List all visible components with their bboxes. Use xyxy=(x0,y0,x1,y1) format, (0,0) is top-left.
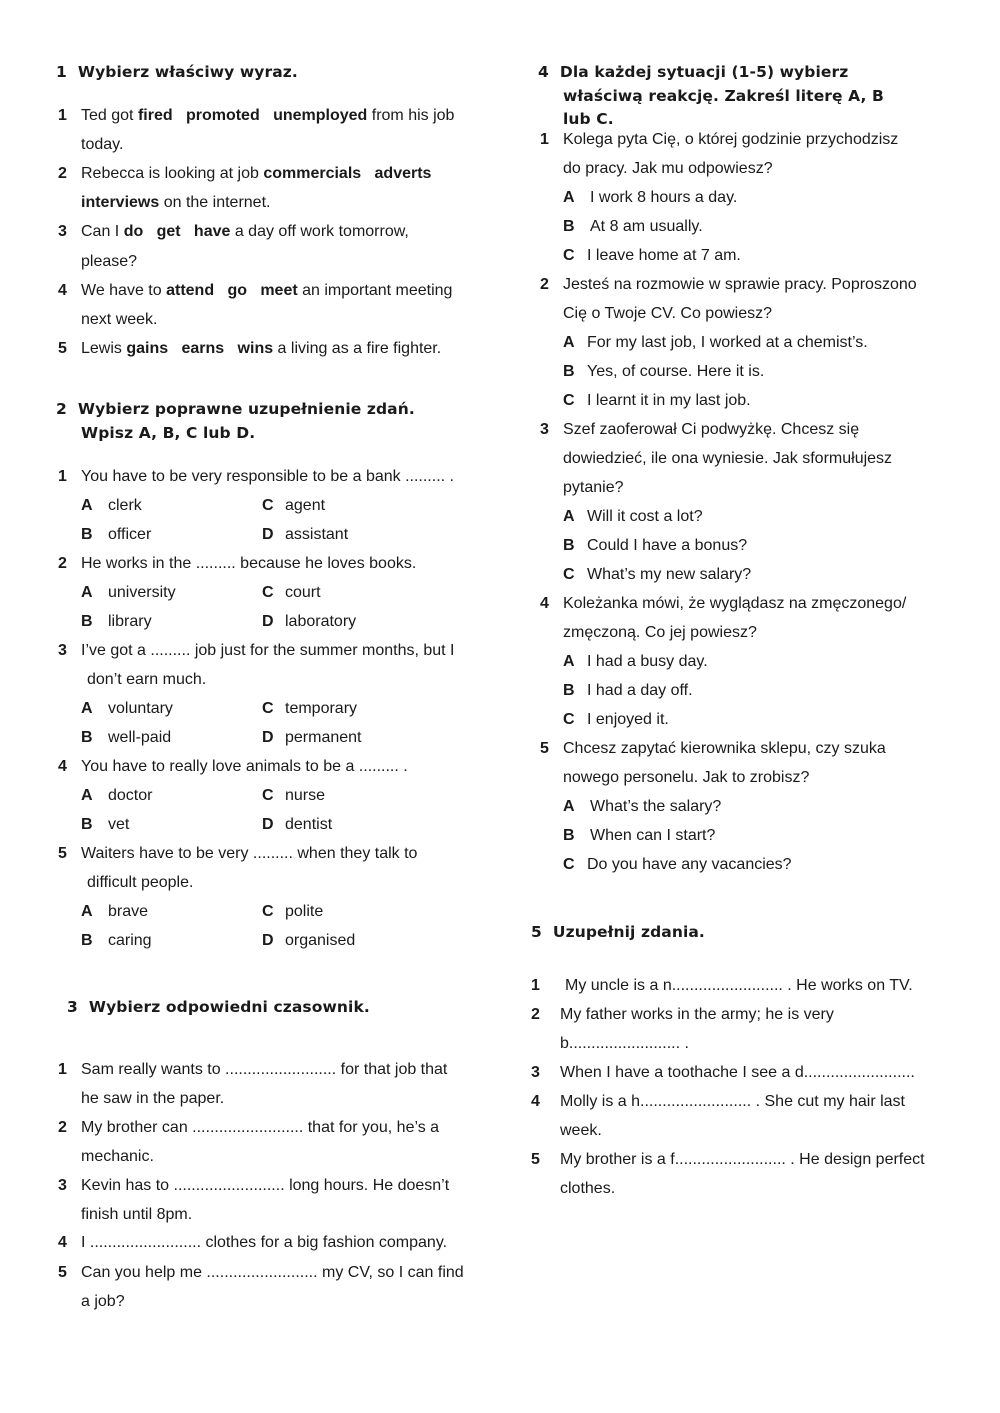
question-text: Lewis gains earns wins a living as a fire fighter. xyxy=(81,340,442,357)
question-text: Molly is a h......................... . She cut my hair last xyxy=(560,1093,905,1110)
option-text[interactable]: officer xyxy=(108,526,152,543)
option-letter: B xyxy=(563,682,575,699)
question-text-cont: zmęczoną. Co jej powiesz? xyxy=(563,624,757,641)
option-text[interactable]: laboratory xyxy=(285,613,357,630)
option-word[interactable]: adverts xyxy=(374,165,432,182)
option-letter: C xyxy=(563,856,575,873)
question-number: 4 xyxy=(58,758,67,775)
question-number: 5 xyxy=(540,740,549,757)
question-number: 3 xyxy=(58,223,67,240)
section-2-heading xyxy=(56,400,415,418)
question-text: He works in the ......... because he loves books. xyxy=(81,555,417,572)
section-title: Wybierz poprawne uzupełnienie zdań. xyxy=(77,400,415,418)
option-text[interactable]: organised xyxy=(285,932,356,949)
question-number: 5 xyxy=(58,845,67,862)
option-text[interactable]: I leave home at 7 am. xyxy=(587,247,741,264)
option-letter: B xyxy=(563,537,575,554)
section-title-line-3: lub C. xyxy=(563,110,614,128)
option-text[interactable]: brave xyxy=(108,903,149,920)
option-letter: A xyxy=(81,584,93,601)
question-text-cont: interviews on the internet. xyxy=(81,194,271,211)
option-letter: B xyxy=(81,932,93,949)
question-text: You have to really love animals to be a ......... . xyxy=(81,758,408,775)
option-text[interactable]: I had a day off. xyxy=(587,682,693,699)
question-number: 2 xyxy=(531,1006,540,1023)
option-word[interactable]: do xyxy=(123,223,144,240)
option-text[interactable]: What’s the salary? xyxy=(590,798,722,815)
question-number: 1 xyxy=(531,977,540,994)
question-number: 4 xyxy=(58,1234,67,1251)
option-letter: C xyxy=(262,903,274,920)
section-number: 2 xyxy=(56,400,67,418)
option-letter: C xyxy=(563,247,575,264)
section-title: Wybierz odpowiedni czasownik. xyxy=(88,998,370,1016)
question-text: Rebecca is looking at job commercials adverts xyxy=(81,165,432,182)
option-text[interactable]: Yes, of course. Here it is. xyxy=(587,363,765,380)
option-letter: D xyxy=(262,729,274,746)
section-3-heading xyxy=(67,998,370,1016)
option-text[interactable]: assistant xyxy=(285,526,349,543)
option-text[interactable]: nurse xyxy=(285,787,326,804)
question-number: 3 xyxy=(58,642,67,659)
question-number: 5 xyxy=(531,1151,540,1168)
option-letter: D xyxy=(262,526,274,543)
option-word[interactable]: meet xyxy=(260,282,298,299)
option-text[interactable]: For my last job, I worked at a chemist’s. xyxy=(587,334,868,351)
option-text[interactable]: university xyxy=(108,584,176,601)
question-text-cont: dowiedzieć, ile ona wyniesie. Jak sformułujesz xyxy=(563,450,893,467)
question-number: 1 xyxy=(540,131,549,148)
option-letter: A xyxy=(563,653,575,670)
option-word[interactable]: interviews xyxy=(81,194,160,211)
option-text[interactable]: I work 8 hours a day. xyxy=(590,189,738,206)
question-text: Kevin has to ......................... long hours. He doesn’t xyxy=(81,1177,450,1194)
question-text-cont: mechanic. xyxy=(81,1148,154,1165)
question-text-cont: pytanie? xyxy=(563,479,624,496)
option-word[interactable]: promoted xyxy=(185,107,260,124)
question-number: 4 xyxy=(531,1093,540,1110)
question-text-cont: please? xyxy=(81,253,138,270)
option-letter: A xyxy=(563,334,575,351)
question-text-cont: Cię o Twoje CV. Co powiesz? xyxy=(563,305,772,322)
question-text: My brother can ......................... that for you, he’s a xyxy=(81,1119,440,1136)
option-text[interactable]: caring xyxy=(108,932,152,949)
option-word[interactable]: get xyxy=(156,223,181,240)
question-text-cont: clothes. xyxy=(560,1180,616,1197)
section-number: 4 xyxy=(538,63,549,81)
section-1-heading xyxy=(56,63,298,81)
option-letter: D xyxy=(262,932,274,949)
question-text-cont: don’t earn much. xyxy=(87,671,207,688)
question-number: 5 xyxy=(58,340,67,357)
question-text: You have to be very responsible to be a bank ......... . xyxy=(81,468,454,485)
option-letter: C xyxy=(262,497,274,514)
option-letter: B xyxy=(563,827,575,844)
question-number: 3 xyxy=(531,1064,540,1081)
section-title: Uzupełnij zdania. xyxy=(552,923,705,941)
question-text: We have to attend go meet an important meeting xyxy=(81,282,453,299)
section-title-line-2: właściwą reakcję. Zakreśl literę A, B xyxy=(563,87,884,105)
option-letter: B xyxy=(81,729,93,746)
question-number: 1 xyxy=(58,107,67,124)
option-letter: A xyxy=(563,798,575,815)
option-text[interactable]: permanent xyxy=(285,729,362,746)
question-number: 3 xyxy=(58,1177,67,1194)
option-text[interactable]: temporary xyxy=(285,700,358,717)
question-text: Waiters have to be very ......... when they talk to xyxy=(81,845,418,862)
section-4-heading xyxy=(538,63,848,81)
option-letter: B xyxy=(81,526,93,543)
option-letter: A xyxy=(81,497,93,514)
section-5-heading xyxy=(531,923,705,941)
option-word[interactable]: commercials xyxy=(263,165,362,182)
question-text: Kolega pyta Cię, o której godzinie przychodzisz xyxy=(563,131,899,148)
option-text[interactable]: agent xyxy=(285,497,326,514)
option-text[interactable]: At 8 am usually. xyxy=(590,218,703,235)
option-letter: C xyxy=(262,700,274,717)
option-letter: C xyxy=(563,711,575,728)
section-number: 5 xyxy=(531,923,542,941)
option-letter: B xyxy=(563,218,575,235)
question-text-cont: b......................... . xyxy=(560,1035,689,1052)
option-text[interactable]: clerk xyxy=(108,497,142,514)
option-letter: B xyxy=(81,613,93,630)
question-number: 1 xyxy=(58,468,67,485)
question-number: 2 xyxy=(58,555,67,572)
option-letter: B xyxy=(81,816,93,833)
question-number: 5 xyxy=(58,1264,67,1281)
section-number: 1 xyxy=(56,63,67,81)
option-letter: D xyxy=(262,816,274,833)
question-text-cont: today. xyxy=(81,136,124,153)
option-letter: A xyxy=(563,189,575,206)
question-text: When I have a toothache I see a d......................... xyxy=(560,1064,915,1081)
option-text[interactable]: court xyxy=(285,584,321,601)
option-text[interactable]: I had a busy day. xyxy=(587,653,708,670)
option-letter: A xyxy=(81,903,93,920)
question-text-cont: next week. xyxy=(81,311,158,328)
question-text: My uncle is a n......................... . He works on TV. xyxy=(565,977,913,994)
option-text[interactable]: Do you have any vacancies? xyxy=(587,856,792,873)
question-text-cont: finish until 8pm. xyxy=(81,1206,193,1223)
option-word[interactable]: unemployed xyxy=(273,107,368,124)
option-word[interactable]: earns xyxy=(181,340,225,357)
question-text: Can I do get have a day off work tomorrow, xyxy=(81,223,409,240)
section-title-line-2: Wpisz A, B, C lub D. xyxy=(81,424,256,442)
section-title: Dla każdej sytuacji (1-5) wybierz xyxy=(559,63,849,81)
option-word[interactable]: fired xyxy=(137,107,173,124)
option-text[interactable]: doctor xyxy=(108,787,153,804)
question-number: 4 xyxy=(540,595,549,612)
option-letter: C xyxy=(262,787,274,804)
option-letter: A xyxy=(81,787,93,804)
question-text-cont: a job? xyxy=(81,1293,125,1310)
option-letter: C xyxy=(262,584,274,601)
question-text: Jesteś na rozmowie w sprawie pracy. Poproszono xyxy=(563,276,917,293)
option-text[interactable]: What’s my new salary? xyxy=(587,566,752,583)
option-word[interactable]: wins xyxy=(237,340,274,357)
option-word[interactable]: go xyxy=(227,282,247,299)
question-text-cont: he saw in the paper. xyxy=(81,1090,225,1107)
question-number: 1 xyxy=(58,1061,67,1078)
option-text[interactable]: vet xyxy=(108,816,130,833)
question-text: My brother is a f......................... . He design perfect xyxy=(560,1151,925,1168)
option-text[interactable]: polite xyxy=(285,903,324,920)
section-number: 3 xyxy=(67,998,78,1016)
question-text: Sam really wants to ......................... for that job that xyxy=(81,1061,448,1078)
question-number: 2 xyxy=(540,276,549,293)
question-number: 2 xyxy=(58,1119,67,1136)
option-letter: A xyxy=(81,700,93,717)
question-text: Koleżanka mówi, że wyglądasz na zmęczonego/ xyxy=(563,595,907,612)
option-word[interactable]: attend xyxy=(166,282,215,299)
question-number: 3 xyxy=(540,421,549,438)
question-text-cont: nowego personelu. Jak to zrobisz? xyxy=(563,769,810,786)
question-text: My father works in the army; he is very xyxy=(560,1006,834,1023)
question-text: I ......................... clothes for a big fashion company. xyxy=(81,1234,448,1251)
option-letter: A xyxy=(563,508,575,525)
option-text[interactable]: Could I have a bonus? xyxy=(587,537,748,554)
option-letter: C xyxy=(563,392,575,409)
option-text[interactable]: When can I start? xyxy=(590,827,716,844)
option-text[interactable]: voluntary xyxy=(108,700,173,717)
question-number: 2 xyxy=(58,165,67,182)
question-number: 4 xyxy=(58,282,67,299)
question-text-cont: difficult people. xyxy=(87,874,194,891)
question-text-cont: do pracy. Jak mu odpowiesz? xyxy=(563,160,773,177)
option-text[interactable]: well-paid xyxy=(108,729,172,746)
question-text-cont: week. xyxy=(560,1122,602,1139)
option-word[interactable]: have xyxy=(193,223,231,240)
option-letter: C xyxy=(563,566,575,583)
question-text: Chcesz zapytać kierownika sklepu, czy szuka xyxy=(563,740,886,757)
question-text: I’ve got a ......... job just for the summer months, but I xyxy=(81,642,455,659)
section-title: Wybierz właściwy wyraz. xyxy=(77,63,298,81)
option-letter: D xyxy=(262,613,274,630)
question-text: Szef zaoferował Ci podwyżkę. Chcesz się xyxy=(563,421,860,438)
option-text[interactable]: I learnt it in my last job. xyxy=(587,392,751,409)
option-text[interactable]: Will it cost a lot? xyxy=(587,508,703,525)
option-text[interactable]: library xyxy=(108,613,152,630)
option-text[interactable]: I enjoyed it. xyxy=(587,711,669,728)
question-text: Ted got fired promoted unemployed from his job xyxy=(81,107,455,124)
question-text: Can you help me ......................... my CV, so I can find xyxy=(81,1264,464,1281)
option-word[interactable]: gains xyxy=(126,340,169,357)
option-text[interactable]: dentist xyxy=(285,816,333,833)
option-letter: B xyxy=(563,363,575,380)
